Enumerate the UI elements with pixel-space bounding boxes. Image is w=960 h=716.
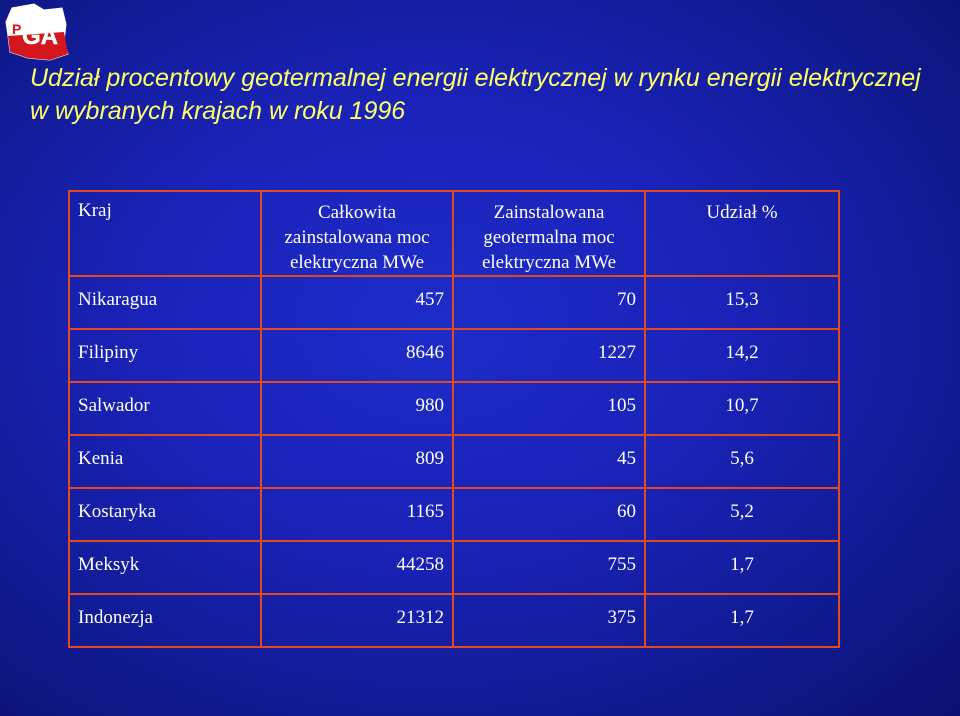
table-row (69, 329, 839, 382)
table-row (69, 541, 839, 594)
cell-geo: 60 (453, 488, 645, 541)
table-row (69, 488, 839, 541)
table-row (69, 276, 839, 329)
page-title: Udział procentowy geotermalnej energii elektrycznej w rynku energii elektrycznej w wybranych krajach w roku 1996 (30, 64, 921, 125)
cell-share: 1,7 (645, 594, 839, 647)
cell-share: 15,3 (645, 276, 839, 329)
cell-country: Indonezja (69, 594, 261, 647)
svg-text:P: P (12, 21, 22, 37)
header-country: Kraj (69, 191, 261, 276)
header-share: Udział % (645, 191, 839, 276)
svg-text:GA: GA (22, 23, 58, 50)
cell-country: Meksyk (69, 541, 261, 594)
pga-logo (4, 2, 70, 64)
cell-geo: 1227 (453, 329, 645, 382)
cell-country: Nikaragua (69, 276, 261, 329)
cell-share: 5,6 (645, 435, 839, 488)
cell-geo: 70 (453, 276, 645, 329)
data-table (68, 190, 840, 648)
cell-total: 809 (261, 435, 453, 488)
cell-country: Salwador (69, 382, 261, 435)
cell-total: 457 (261, 276, 453, 329)
cell-geo: 755 (453, 541, 645, 594)
cell-share: 1,7 (645, 541, 839, 594)
cell-total: 21312 (261, 594, 453, 647)
header-total-capacity: Całkowita zainstalowana moc elektryczna MWe (261, 191, 453, 276)
cell-total: 980 (261, 382, 453, 435)
cell-geo: 105 (453, 382, 645, 435)
header-geo-capacity: Zainstalowana geotermalna moc elektryczna MWe (453, 191, 645, 276)
cell-country: Kostaryka (69, 488, 261, 541)
cell-total: 8646 (261, 329, 453, 382)
table-header-row (69, 191, 839, 276)
cell-country: Kenia (69, 435, 261, 488)
cell-total: 44258 (261, 541, 453, 594)
cell-share: 14,2 (645, 329, 839, 382)
cell-geo: 375 (453, 594, 645, 647)
cell-share: 5,2 (645, 488, 839, 541)
table-row (69, 594, 839, 647)
cell-share: 10,7 (645, 382, 839, 435)
cell-country: Filipiny (69, 329, 261, 382)
table-row (69, 435, 839, 488)
table-row (69, 382, 839, 435)
cell-total: 1165 (261, 488, 453, 541)
cell-geo: 45 (453, 435, 645, 488)
